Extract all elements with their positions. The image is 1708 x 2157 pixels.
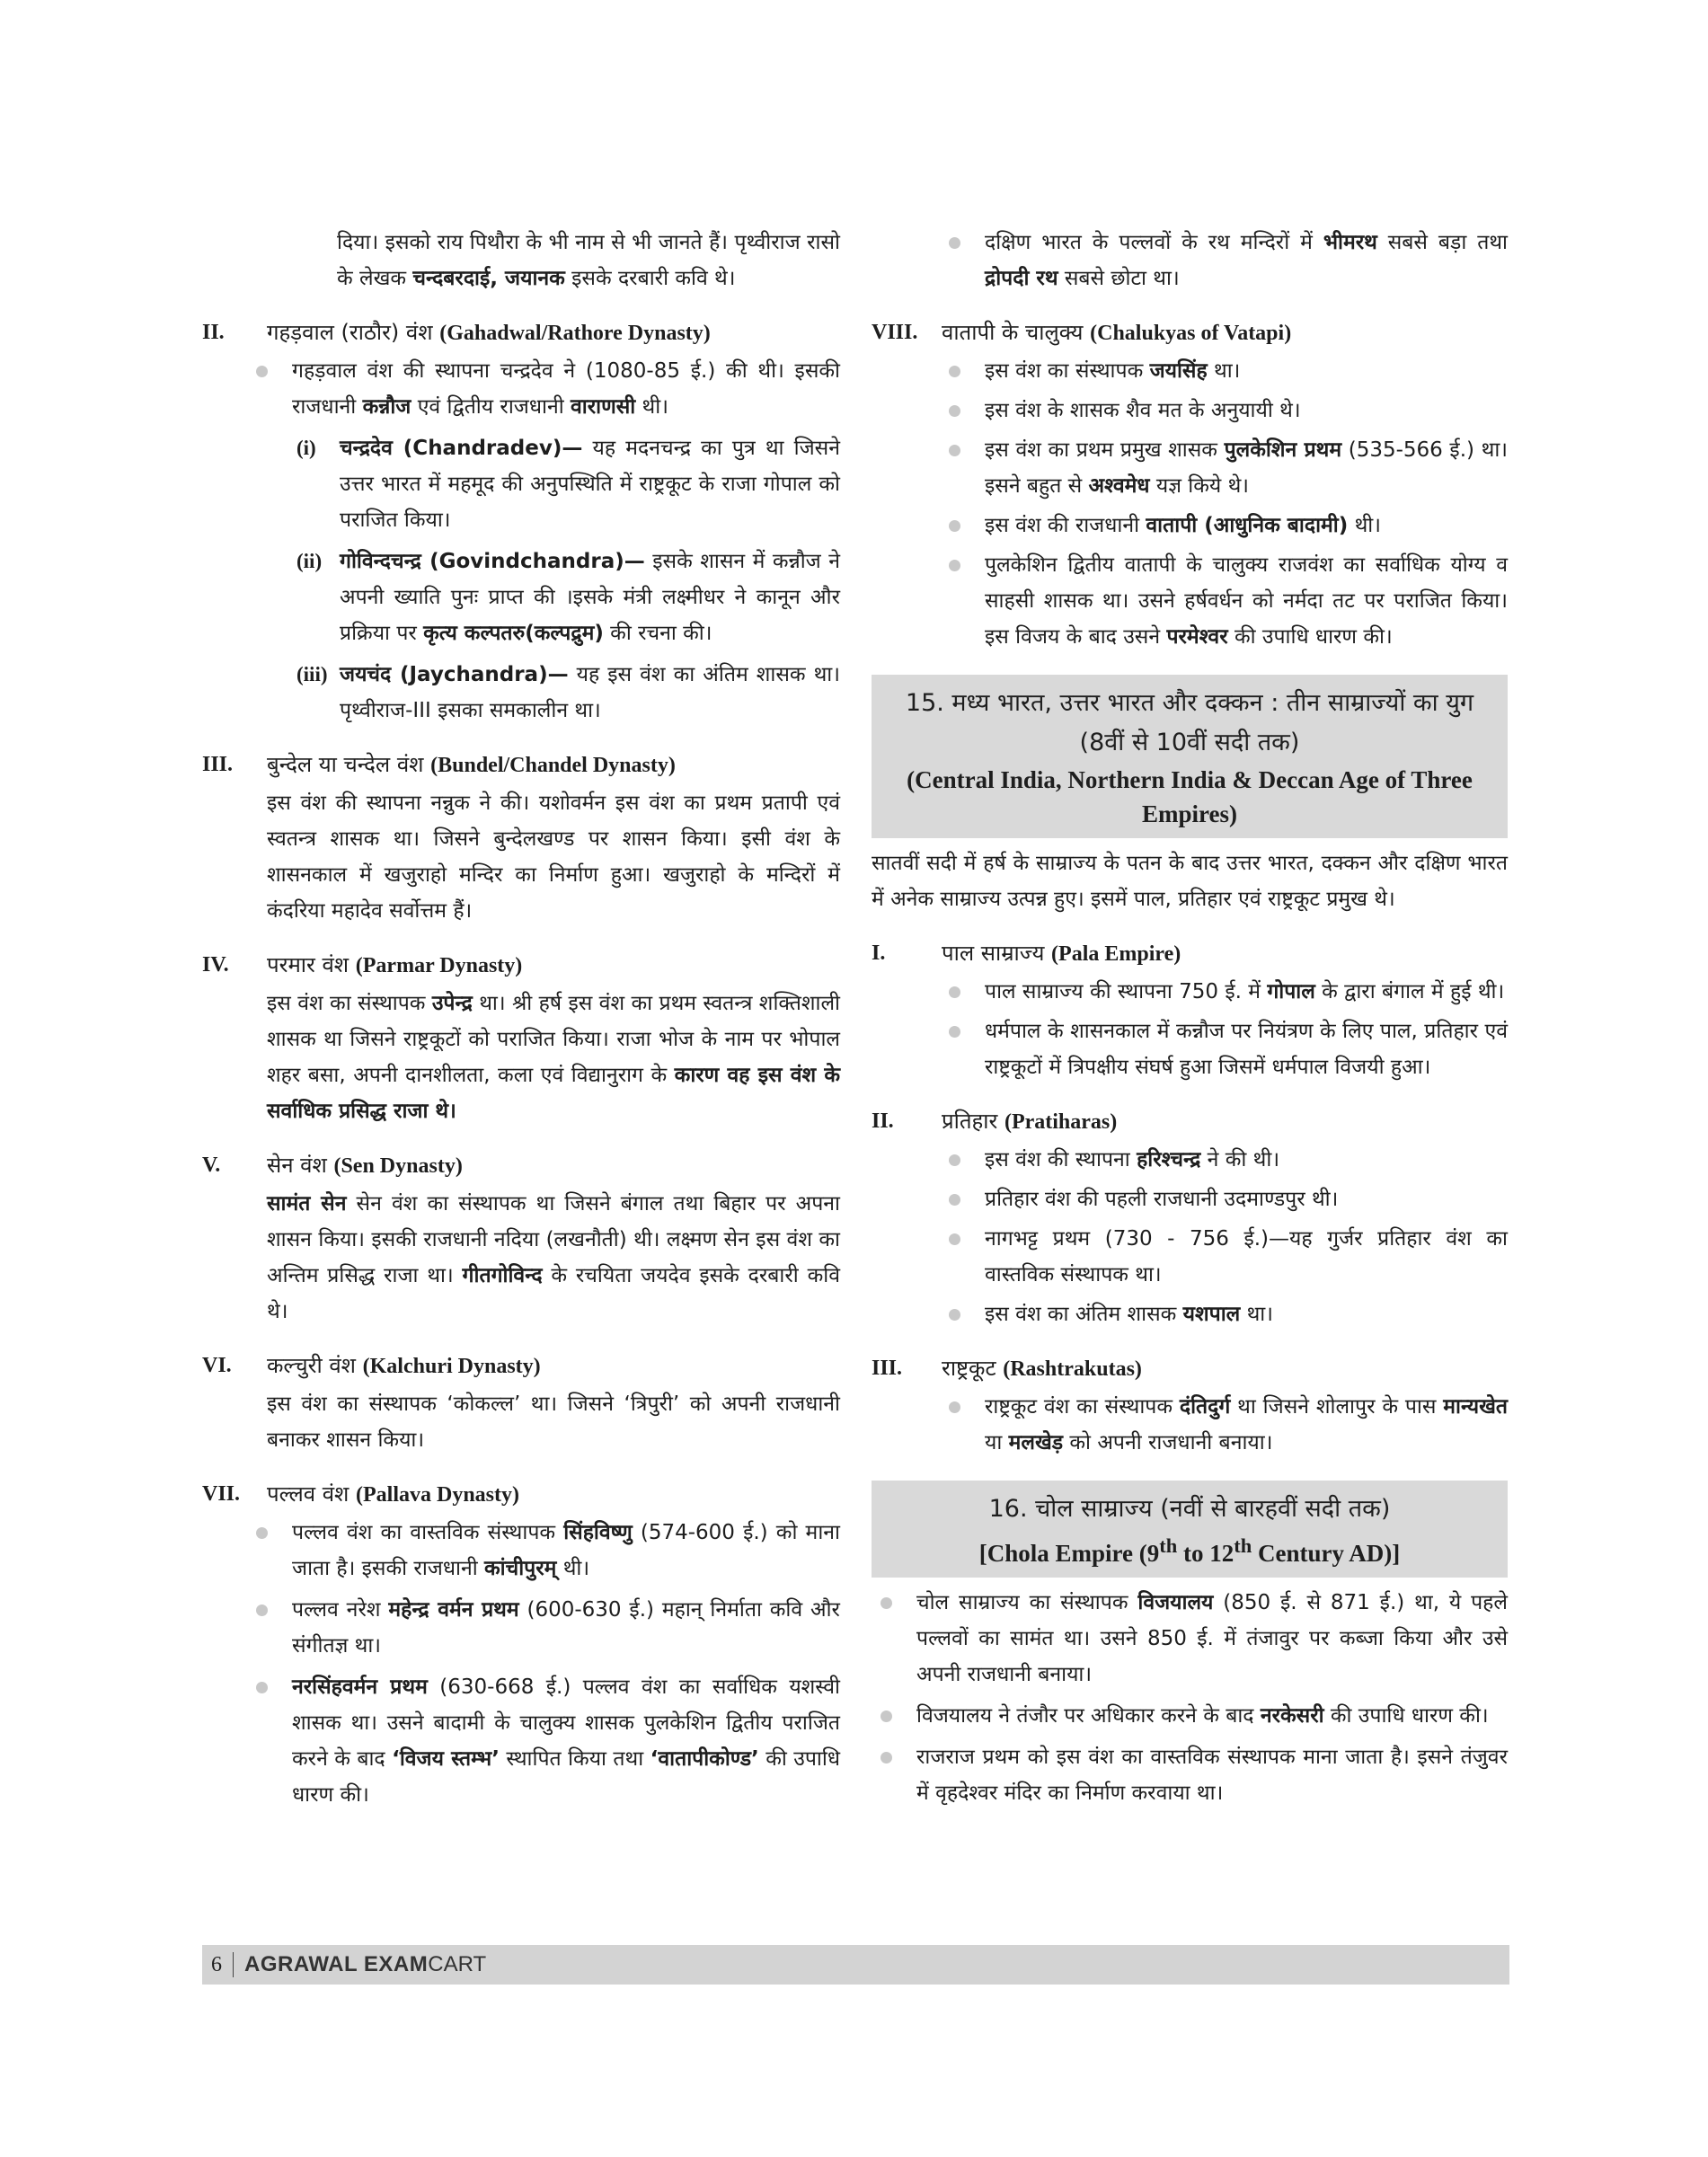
bold-text: भीमरथ <box>1323 231 1377 254</box>
text-run: थी। <box>1348 514 1381 537</box>
bullet-item <box>985 547 1508 655</box>
section-title-english: (Gahadwal/Rathore Dynasty) <box>439 322 711 345</box>
text-run: दिया। इसको राय पिथौरा के भी नाम से भी जानते हैं। पृथ्वीराज रासो के लेखक <box>337 231 840 290</box>
bold-text: दंतिदुर्ग <box>1179 1395 1231 1419</box>
section-title <box>942 1350 1142 1387</box>
section-title-english: (Kalchuri Dynasty) <box>362 1355 541 1378</box>
section-title-hindi: बुन्देल या चन्देल वंश <box>267 752 431 777</box>
page-number: 6 <box>211 1952 234 1977</box>
text-run: की रचना की। <box>603 622 712 645</box>
text-run: था। <box>1240 1303 1273 1326</box>
text-run: स्थापित किया तथा <box>499 1747 650 1771</box>
section-title-hindi: वातापी के चालुक्य <box>942 320 1091 345</box>
section-title-english: (Pala Empire) <box>1051 942 1181 966</box>
paragraph <box>337 225 840 296</box>
bullet-item <box>985 1181 1508 1217</box>
section-title <box>267 947 522 984</box>
section-title <box>267 747 676 783</box>
text-run: ने की थी। <box>1200 1148 1280 1171</box>
bold-text: नरसिंहवर्मन प्रथम <box>292 1675 428 1699</box>
section-heading <box>202 947 840 984</box>
bold-text: नरकेसरी <box>1260 1704 1324 1728</box>
left-column <box>202 225 840 1818</box>
sub-item-label: (i) <box>296 437 316 459</box>
bold-text: जयसिंह <box>1149 359 1208 383</box>
section-heading <box>872 1350 1508 1387</box>
sub-item-label: (iii) <box>296 663 328 685</box>
bold-text: गोपाल <box>1267 980 1315 1003</box>
bullet-item <box>985 393 1508 429</box>
text-run: सबसे बड़ा तथा <box>1376 231 1509 254</box>
section-title-english: (Pallava Dynasty) <box>356 1483 519 1507</box>
bold-text: गोविन्दचन्द्र (Govindchandra)— <box>340 550 645 573</box>
bullet-item <box>985 1296 1508 1332</box>
text-run: के द्वारा बंगाल में हुई थी। <box>1314 980 1505 1003</box>
title-part: to 12 <box>1177 1540 1235 1567</box>
section-heading <box>872 1103 1508 1140</box>
sub-item-text <box>340 657 840 729</box>
bold-text: कन्नौज <box>362 395 412 419</box>
bold-text: अश्वमेध <box>1088 474 1150 498</box>
text-run: था जिसने शोलापुर के पास <box>1230 1395 1444 1419</box>
bold-text: महेन्द्र वर्मन प्रथम <box>388 1598 519 1622</box>
bullet-item <box>985 1013 1508 1085</box>
section-title <box>942 1103 1117 1140</box>
section-title-hindi: कल्चुरी वंश <box>267 1353 363 1378</box>
text-run: थी। <box>635 395 668 419</box>
text-run: इस वंश की राजधानी <box>985 514 1146 537</box>
section-title-english: (Bundel/Chandel Dynasty) <box>430 754 676 777</box>
text-run: इस वंश की स्थापना <box>985 1148 1137 1171</box>
bold-text: मान्यखेत <box>1443 1395 1508 1419</box>
text-run: पुलकेशिन द्वितीय वातापी के चालुक्य राजवंश का सर्वाधिक योग्य व साहसी शासक था। उसने हर्षवर्धन को नर्मदा तट पर पराजित किया। इस विजय के बाद उसने <box>985 553 1508 649</box>
paragraph <box>872 845 1508 917</box>
text-run: था। <box>1207 359 1241 383</box>
text-run: धर्मपाल के शासनकाल में कन्नौज पर नियंत्रण के लिए पाल, प्रतिहार एवं राष्ट्रकूटों में त्रिपक्षीय संघर्ष हुआ जिसमें धर्मपाल विजयी हुआ। <box>985 1020 1508 1079</box>
sub-item <box>296 430 840 538</box>
text-run: दक्षिण भारत के पल्लवों के रथ मन्दिरों में <box>985 231 1323 254</box>
section-title-english: (Parmar Dynasty) <box>355 954 523 977</box>
chapter-title-english: (Central India, Northern India & Deccan Age of Three Empires) <box>907 766 1473 827</box>
bold-text: मलखेड़ <box>1008 1431 1064 1454</box>
section-number: VIII. <box>872 321 918 344</box>
text-run: गहड़वाल वंश की स्थापना चन्द्रदेव ने (1080-85 ई.) की थी। इसकी राजधानी <box>292 359 840 419</box>
text-run: इस वंश की स्थापना नन्नुक ने की। यशोवर्मन इस वंश का प्रथम प्रतापी एवं स्वतन्त्र शासक था। जिसने बुन्देलखण्ड पर शासन किया। इसी वंश के शासनकाल में खजुराहो मन्दिर का निर्माण हुआ। खजुराहो के मन्दिरों में कंदरिया महादेव सर्वोत्तम हैं। <box>267 791 840 923</box>
section-title <box>942 935 1181 972</box>
section-title-hindi: पल्लव वंश <box>267 1481 356 1507</box>
section-heading <box>202 1476 840 1513</box>
bullet-item <box>916 1739 1508 1811</box>
bold-text: हरिश्चन्द्र <box>1137 1148 1201 1171</box>
bold-text: जयचंद (Jaychandra)— <box>340 663 569 686</box>
superscript: th <box>1159 1534 1178 1557</box>
text-run: सेन वंश का संस्थापक था जिसने बंगाल तथा बिहार पर अपना शासन किया। इसकी राजधानी नदिया (लखनौती) थी। लक्ष्मण सेन इस वंश का अन्तिम प्रसिद्ध राजा था। <box>267 1192 840 1287</box>
section-title-hindi: पाल साम्राज्य <box>942 941 1052 966</box>
chapter-title-box <box>872 675 1508 838</box>
text-run: (630-668 ई.) पल्लव वंश का सर्वाधिक यशस्वी शासक था। उसने बादामी के चालुक्य शासक पुलकेशिन द्वितीय पराजित करने के बाद <box>292 1675 840 1771</box>
superscript: th <box>1234 1534 1252 1557</box>
bullet-item <box>985 508 1508 544</box>
sub-item-label: (ii) <box>296 550 323 572</box>
bullet-item <box>292 1669 840 1813</box>
paragraph <box>267 1186 840 1330</box>
section-title-hindi: परमार वंश <box>267 952 356 977</box>
section-number: VI. <box>202 1354 232 1377</box>
section-number: III. <box>202 753 234 776</box>
section-heading <box>202 1147 840 1184</box>
section-number: IV. <box>202 953 229 977</box>
section-title <box>942 314 1291 351</box>
bold-text: गीतगोविन्द <box>462 1264 543 1287</box>
section-title-english: (Chalukyas of Vatapi) <box>1090 322 1292 345</box>
text-run: के रचयिता जयदेव इसके दरबारी कवि थे। <box>267 1264 840 1323</box>
section-heading <box>202 747 840 783</box>
bold-text: यशपाल <box>1182 1303 1241 1326</box>
text-run: की उपाधि धारण की। <box>292 1747 840 1807</box>
bold-text: वातापी (आधुनिक बादामी) <box>1146 514 1349 537</box>
section-number: II. <box>202 321 225 344</box>
section-title-hindi: गहड़वाल (राठौर) वंश <box>267 320 440 345</box>
brand-logo-light: CART <box>428 1952 487 1976</box>
section-heading <box>872 314 1508 351</box>
section-number: I. <box>872 941 886 965</box>
section-heading <box>202 314 840 351</box>
page-footer <box>202 1945 1509 1985</box>
text-run: इस वंश का संस्थापक <box>267 992 432 1015</box>
text-run: इसके शासन में कन्नौज ने अपनी ख्याति पुनः प्राप्त की ।इसके मंत्री लक्ष्मीधर ने कानून और प्रक्रिया पर <box>340 550 840 645</box>
text-run: एवं द्वितीय राजधानी <box>411 395 571 419</box>
section-title-english: (Pratiharas) <box>1004 1110 1118 1134</box>
text-run: सातवीं सदी में हर्ष के साम्राज्य के पतन के बाद उत्तर भारत, दक्कन और दक्षिण भारत में अनेक साम्राज्य उत्पन्न हुए। इसमें पाल, प्रतिहार एवं राष्ट्रकूट प्रमुख थे। <box>872 852 1508 911</box>
section-title <box>267 1147 463 1184</box>
section-heading <box>202 1348 840 1384</box>
brand-logo-bold: AGRAWAL EXAM <box>244 1952 429 1976</box>
text-run: पल्लव नरेश <box>292 1598 389 1622</box>
text-run: प्रतिहार वंश की पहली राजधानी उदमाण्डपुर थी। <box>985 1188 1339 1211</box>
bullet-item <box>985 432 1508 504</box>
bold-text: कांचीपुरम् <box>483 1557 557 1580</box>
text-run: राजराज प्रथम को इस वंश का वास्तविक संस्थापक माना जाता है। इसने तंजुवर में वृहदेश्वर मंदिर का निर्माण करवाया था। <box>916 1746 1508 1805</box>
section-number: V. <box>202 1154 221 1177</box>
chapter-title-english <box>881 1529 1499 1570</box>
bold-text: परमेश्वर <box>1166 625 1228 649</box>
bullet-item <box>916 1585 1508 1693</box>
text-run: की उपाधि धारण की। <box>1227 625 1393 649</box>
text-run: या <box>985 1431 1009 1454</box>
bold-text: वाराणसी <box>571 395 636 419</box>
sub-item <box>296 544 840 651</box>
chapter-title-hindi: 16. चोल साम्राज्य (नवीं से बारहवीं सदी तक) <box>988 1495 1391 1523</box>
bold-text: चन्दबरदाई, जयानक <box>412 267 565 290</box>
text-run: इस वंश के शासक शैव मत के अनुयायी थे। <box>985 399 1301 422</box>
text-run: इसके दरबारी कवि थे। <box>564 267 736 290</box>
text-run: (574-600 ई.) को माना जाता है। इसकी राजधानी <box>292 1521 840 1580</box>
bold-text: कृत्य कल्पतरु(कल्पद्रुम) <box>423 622 604 645</box>
section-title-hindi: सेन वंश <box>267 1153 334 1178</box>
text-run: सबसे छोटा था। <box>1058 267 1180 290</box>
chapter-title-box <box>872 1481 1508 1578</box>
bullet-item <box>292 1592 840 1664</box>
section-title-hindi: राष्ट्रकूट <box>942 1356 1004 1381</box>
text-run: की उपाधि धारण की। <box>1323 1704 1489 1728</box>
section-title-hindi: प्रतिहार <box>942 1109 1004 1134</box>
section-title <box>267 1348 541 1384</box>
bold-text: सिंहविष्णु <box>563 1521 633 1544</box>
text-run: पाल साम्राज्य की स्थापना 750 ई. में <box>985 980 1268 1003</box>
text-run: चोल साम्राज्य का संस्थापक <box>916 1591 1138 1614</box>
text-run: इस वंश का संस्थापक <box>985 359 1150 383</box>
bold-text: उपेन्द्र <box>431 992 473 1015</box>
text-run: (600-630 ई.) महान् निर्माता कवि और संगीतज्ञ था। <box>292 1598 840 1658</box>
text-run: इस वंश का प्रथम प्रमुख शासक <box>985 438 1225 462</box>
bullet-item <box>985 1389 1508 1461</box>
bold-text: पुलकेशिन प्रथम <box>1224 438 1342 462</box>
text-run: यह इस वंश का अंतिम शासक था। पृथ्वीराज-III इसका समकालीन था। <box>340 663 840 722</box>
section-heading <box>872 935 1508 972</box>
bullet-item <box>985 1142 1508 1178</box>
sub-item <box>296 657 840 729</box>
section-title-english: (Rashtrakutas) <box>1003 1357 1142 1381</box>
text-run: इस वंश का संस्थापक ‘कोकल्ल’ था। जिसने ‘त्रिपुरी’ को अपनी राजधानी बनाकर शासन किया। <box>267 1392 840 1452</box>
text-run: यज्ञ किये थे। <box>1149 474 1249 498</box>
text-run: (850 ई. से 871 ई.) था, ये पहले पल्लवों का सामंत था। उसने 850 ई. में तंजावुर पर कब्जा किया और उसे अपनी राजधानी बनाया। <box>916 1591 1508 1686</box>
bold-text: कारण वह इस वंश के सर्वाधिक प्रसिद्ध राजा थे। <box>267 1064 840 1123</box>
bullet-item <box>985 1221 1508 1293</box>
title-part: [Chola Empire (9 <box>978 1540 1160 1567</box>
bold-text: सामंत सेन <box>267 1192 347 1216</box>
section-title-english: (Sen Dynasty) <box>333 1154 463 1178</box>
paragraph <box>267 986 840 1129</box>
text-run: था। श्री हर्ष इस वंश का प्रथम स्वतन्त्र शक्तिशाली शासक था जिसने राष्ट्रकूटों को पराजित किया। राजा भोज के नाम पर भोपाल शहर बसा, अपनी दानशीलता, कला एवं विद्यानुराग के <box>267 992 840 1087</box>
text-run: (535-566 ई.) था। इसने बहुत से <box>985 438 1508 498</box>
section-title <box>267 1476 519 1513</box>
text-run: को अपनी राजधानी बनाया। <box>1063 1431 1273 1454</box>
bold-text: ‘विजय स्तम्भ’ <box>392 1747 500 1771</box>
paragraph <box>267 785 840 929</box>
text-run: इस वंश का अंतिम शासक <box>985 1303 1183 1326</box>
section-number: III. <box>872 1357 903 1380</box>
section-number: II. <box>872 1109 894 1133</box>
chapter-title-hindi: 15. मध्य भारत, उत्तर भारत और दक्कन : तीन साम्राज्यों का युग (8वीं से 10वीं सदी तक) <box>905 689 1474 756</box>
bold-text: विजयालय <box>1137 1591 1214 1614</box>
right-column <box>872 225 1508 1817</box>
sub-item-text <box>340 544 840 651</box>
bold-text: द्रोपदी रथ <box>985 267 1058 290</box>
title-part: Century AD)] <box>1252 1540 1401 1567</box>
bullet-item <box>985 353 1508 389</box>
bullet-item <box>985 974 1508 1010</box>
paragraph <box>267 1386 840 1458</box>
section-number: VII. <box>202 1482 241 1506</box>
bold-text: ‘वातापीकोण्ड’ <box>650 1747 759 1771</box>
text-run: यह मदनचन्द्र का पुत्र था जिसने उत्तर भारत में महमूद की अनुपस्थिति में राष्ट्रकूट के राजा गोपाल को पराजित किया। <box>340 437 840 532</box>
bold-text: चन्द्रदेव (Chandradev)— <box>340 437 583 460</box>
text-run: राष्ट्रकूट वंश का संस्थापक <box>985 1395 1180 1419</box>
section-title <box>267 314 711 351</box>
text-run: नागभट्ट प्रथम (730 - 756 ई.)—यह गुर्जर प्रतिहार वंश का वास्तविक संस्थापक था। <box>985 1227 1508 1286</box>
sub-item-text <box>340 430 840 538</box>
bullet-item <box>985 225 1508 296</box>
bullet-item <box>292 1515 840 1587</box>
bullet-item <box>292 353 840 425</box>
text-run: पल्लव वंश का वास्तविक संस्थापक <box>292 1521 564 1544</box>
bullet-item <box>916 1698 1508 1734</box>
text-run: विजयालय ने तंजौर पर अधिकार करने के बाद <box>916 1704 1261 1728</box>
text-run: थी। <box>556 1557 590 1580</box>
